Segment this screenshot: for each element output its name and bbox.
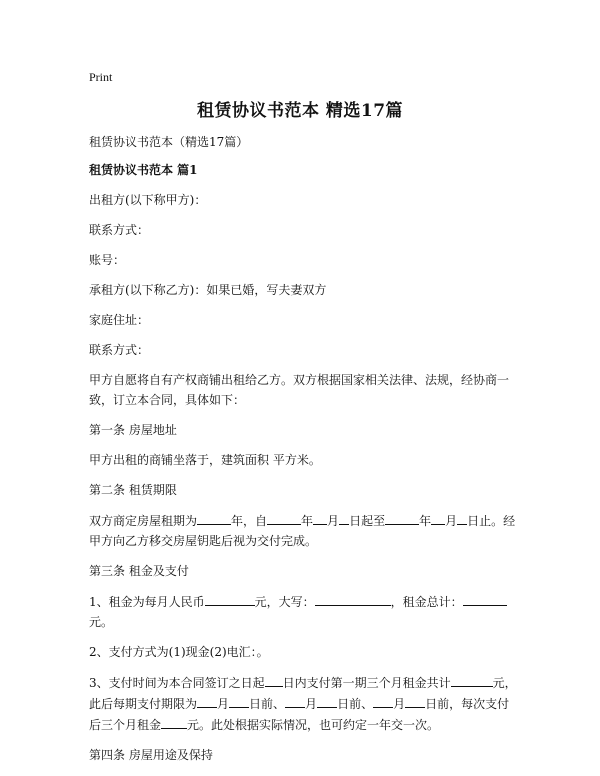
address-line: 家庭住址： (89, 313, 150, 327)
text-fragment: 日前、 (337, 697, 374, 711)
text-fragment: 日前、 (249, 697, 286, 711)
blank-underline (285, 693, 305, 708)
lessee-contact-line: 联系方式： (89, 343, 150, 357)
rent-amount-clause (89, 591, 521, 632)
blank-underline (229, 693, 249, 708)
text-fragment: 日止。经甲方向乙方移交房屋钥匙后视为交付完成。 (89, 514, 516, 548)
text-fragment: 元，大写： (254, 595, 315, 609)
text-fragment: 年，自 (231, 514, 268, 528)
text-fragment: 月 (305, 697, 318, 711)
lessor-contact-line: 联系方式： (89, 223, 150, 237)
payment-method-clause: 2、支付方式为(1)现金(2)电汇：。 (89, 645, 269, 659)
blank-underline (267, 510, 301, 525)
blank-underline (197, 510, 231, 525)
document-body (89, 132, 521, 775)
text-fragment: 日起至 (349, 514, 386, 528)
text-fragment: 元，此后每期支付期限为 (89, 676, 517, 711)
text-fragment: 1、租金为每月人民币 (89, 595, 205, 609)
document-title: 租赁协议书范本 精选17篇 (196, 101, 404, 121)
blank-underline (313, 510, 327, 525)
blank-underline (431, 510, 445, 525)
blank-underline (405, 693, 425, 708)
article-2-text (89, 510, 521, 551)
lessee-line: 承租方(以下称乙方)：如果已婚，写夫妻双方 (89, 283, 327, 297)
article-3-title: 第三条 租金及支付 (89, 564, 189, 578)
text-fragment: 月 (445, 514, 458, 528)
blank-underline (451, 672, 493, 687)
blank-underline (161, 714, 187, 729)
text-fragment: 日内支付第一期三个月租金共计 (282, 676, 451, 690)
blank-underline (457, 510, 467, 525)
account-line: 账号： (89, 253, 126, 267)
article-2-title: 第二条 租赁期限 (89, 483, 177, 497)
text-fragment: 日前，每次支付后三个月租金 (89, 697, 510, 732)
payment-time-clause (89, 672, 521, 735)
text-fragment: 月 (217, 697, 230, 711)
blank-underline (205, 591, 255, 606)
text-fragment: 3、支付时间为本合同签订之日起 (89, 676, 265, 690)
article-1-text: 甲方出租的商铺坐落于，建筑面积 平方米。 (89, 453, 321, 467)
blank-underline (385, 510, 419, 525)
blank-underline (373, 693, 393, 708)
text-fragment: 年 (419, 514, 432, 528)
article-4-title: 第四条 房屋用途及保持 (89, 748, 213, 762)
blank-underline (197, 693, 217, 708)
article-1-title: 第一条 房屋地址 (89, 423, 177, 437)
lessor-line: 出租方(以下称甲方)： (89, 193, 207, 207)
blank-underline (339, 510, 349, 525)
blank-underline (315, 591, 391, 606)
text-fragment: 元。此处根据实际情况，也可约定一年交一次。 (187, 718, 440, 732)
document-subtitle: 租赁协议书范本（精选17篇） (89, 135, 249, 149)
text-fragment: ，租金总计： (390, 595, 463, 609)
intro-paragraph: 甲方自愿将自有产权商铺出租给乙方。双方根据国家相关法律、法规，经协商一致，订立本合同，具体如下： (89, 373, 510, 407)
text-fragment: 月 (327, 514, 340, 528)
blank-underline (265, 672, 283, 687)
text-fragment: 双方商定房屋租期为 (89, 514, 198, 528)
blank-underline (463, 591, 507, 606)
text-fragment: 元。 (89, 615, 114, 629)
text-fragment: 月 (393, 697, 406, 711)
section-heading: 租赁协议书范本 篇1 (89, 163, 198, 177)
blank-underline (317, 693, 337, 708)
text-fragment: 年 (301, 514, 314, 528)
print-label: Print (89, 70, 113, 84)
